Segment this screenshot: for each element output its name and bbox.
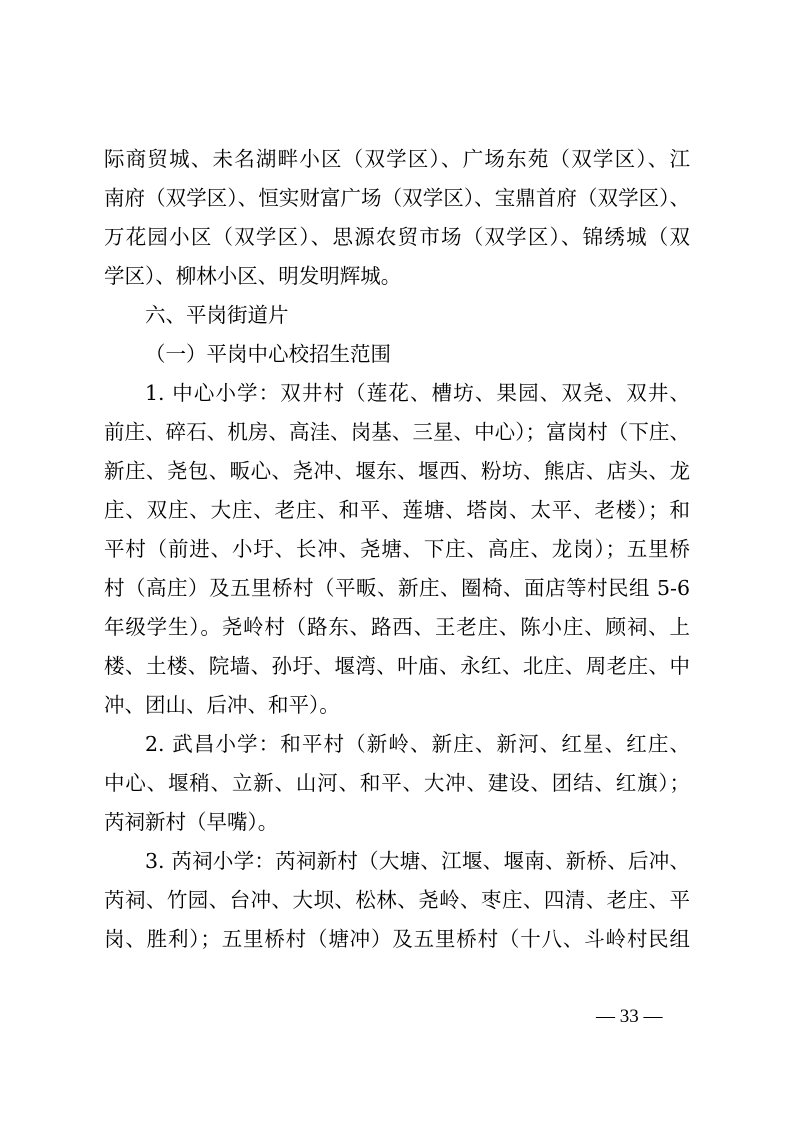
text-line: 前庄、碎石、机房、高洼、岗基、三星、中心）；富岗村（下庄、 — [104, 420, 690, 444]
text-line: 1. 中心小学：双井村（莲花、槽坊、果园、双尧、双井、 — [145, 381, 690, 405]
text-line: 2. 武昌小学：和平村（新岭、新庄、新河、红星、红庄、 — [145, 732, 690, 756]
text-line: 岗、胜利）；五里桥村（塘冲）及五里桥村（十八、斗岭村民组 — [104, 927, 690, 951]
text-line: 芮祠新村（早嘴）。 — [104, 810, 279, 834]
document-body — [104, 140, 690, 959]
text-line: 芮祠、竹园、台冲、大坝、松林、尧岭、枣庄、四清、老庄、平 — [104, 888, 690, 912]
text-line: 楼、土楼、院墙、孙圩、堰湾、叶庙、永红、北庄、周老庄、中 — [104, 654, 690, 678]
text-line: 南府（双学区）、恒实财富广场（双学区）、宝鼎首府（双学区）、 — [104, 186, 690, 210]
text-line: 万花园小区（双学区）、思源农贸市场（双学区）、锦绣城（双 — [104, 225, 690, 249]
text-line: 平村（前进、小圩、长冲、尧塘、下庄、高庄、龙岗）；五里桥 — [104, 537, 690, 561]
text-line: 村（高庄）及五里桥村（平畈、新庄、圈椅、面店等村民组 5-6 — [104, 576, 690, 600]
text-line: 庄、双庄、大庄、老庄、和平、莲塘、塔岗、太平、老楼）；和 — [104, 498, 690, 522]
text-line: 六、平岗街道片 — [145, 303, 289, 327]
text-line: 新庄、尧包、畈心、尧冲、堰东、堰西、粉坊、熊店、店头、龙 — [104, 459, 690, 483]
text-line: 学区）、柳林小区、明发明辉城。 — [104, 264, 402, 288]
page-number: — 33 — — [596, 1006, 663, 1027]
text-line: 3. 芮祠小学：芮祠新村（大塘、江堰、堰南、新桥、后冲、 — [145, 849, 690, 873]
text-line: 中心、堰稍、立新、山河、和平、大冲、建设、团结、红旗）； — [104, 771, 690, 795]
text-line: 年级学生）。尧岭村（路东、路西、王老庄、陈小庄、顾祠、上 — [104, 615, 690, 639]
text-line: 冲、团山、后冲、和平）。 — [104, 693, 340, 717]
text-line: （一）平岗中心校招生范围 — [145, 342, 391, 366]
text-line: 际商贸城、未名湖畔小区（双学区）、广场东苑（双学区）、江 — [104, 147, 690, 171]
